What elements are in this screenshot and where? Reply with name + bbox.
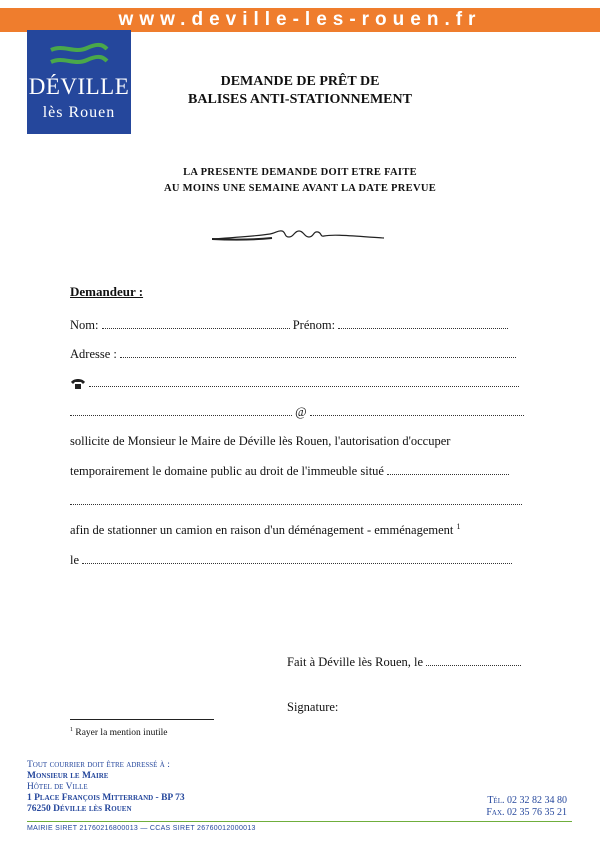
place-date-row xyxy=(287,655,521,670)
notice-line1: LA PRESENTE DEMANDE DOIT ETRE FAITE xyxy=(183,167,417,178)
email-at-sign: @ xyxy=(295,405,307,419)
address-recipient: Monsieur le Maire xyxy=(27,771,109,781)
footnote-text: Rayer la mention inutile xyxy=(75,728,168,739)
date-label: le xyxy=(70,553,80,567)
waves-icon xyxy=(49,40,109,70)
request-text-row2 xyxy=(70,464,525,479)
siret-line: MAIRIE SIRET 21760216800013 — CCAS SIRET 26760012000013 xyxy=(27,825,256,832)
prenom-label: Prénom: xyxy=(292,318,336,332)
building-location-field[interactable] xyxy=(387,464,509,475)
location-continuation-field[interactable] xyxy=(70,494,522,505)
website-url: www.deville-les-rouen.fr xyxy=(118,9,482,30)
phone-icon xyxy=(70,378,86,390)
location-continuation-row xyxy=(70,494,525,509)
footnote xyxy=(70,727,167,738)
fax-number: Fax. 02 35 76 35 21 xyxy=(486,807,567,818)
address-row xyxy=(70,347,525,362)
ornament-divider-icon xyxy=(212,228,384,244)
document-title-line1: DEMANDE DE PRÊT DE xyxy=(220,74,380,89)
footnote-number: 1 xyxy=(70,727,73,733)
place-label: Fait à Déville lès Rouen, le xyxy=(287,655,424,669)
footer-rule xyxy=(27,821,572,822)
email-row xyxy=(70,405,525,420)
logo-subtitle: lès Rouen xyxy=(42,104,116,121)
footnote-rule xyxy=(70,719,214,720)
section-demandeur: Demandeur : xyxy=(70,284,144,299)
document-title-line2: BALISES ANTI-STATIONNEMENT xyxy=(188,92,412,107)
address-building: Hôtel de Ville xyxy=(27,782,88,792)
request-text-line1: sollicite de Monsieur le Maire de Déville lès Rouen, l'autorisation d'occuper xyxy=(70,434,451,448)
request-text-row3 xyxy=(70,522,525,538)
adresse-label: Adresse : xyxy=(70,347,117,361)
footnote-reference: 1 xyxy=(456,522,461,531)
request-text-line3: afin de stationner un camion en raison d'un déménagement - emménagement xyxy=(70,523,454,538)
logo-name: DÉVILLE xyxy=(28,74,130,99)
address-city: 76250 Déville lès Rouen xyxy=(27,804,132,814)
nom-field[interactable] xyxy=(102,318,290,329)
prenom-field[interactable] xyxy=(338,318,508,329)
signature-label: Signature: xyxy=(287,700,339,714)
address-intro: Tout courrier doit être adressé à : xyxy=(27,760,170,770)
footer-contact xyxy=(486,795,567,819)
email-domain-field[interactable] xyxy=(310,405,525,416)
signature-date-field[interactable] xyxy=(426,655,521,666)
phone-row xyxy=(70,376,525,391)
email-user-field[interactable] xyxy=(70,405,292,416)
date-field[interactable] xyxy=(82,553,512,564)
name-row xyxy=(70,318,525,333)
nom-label: Nom: xyxy=(70,318,99,332)
footer-address xyxy=(27,760,185,815)
phone-field[interactable] xyxy=(89,376,519,387)
deville-logo xyxy=(27,30,131,134)
phone-number: Tél. 02 32 82 34 80 xyxy=(487,795,567,806)
request-text-line2: temporairement le domaine public au droit de l'immeuble situé xyxy=(70,464,384,478)
notice-line2: AU MOINS UNE SEMAINE AVANT LA DATE PREVUE xyxy=(163,183,437,194)
adresse-field[interactable] xyxy=(120,347,516,358)
date-row xyxy=(70,553,525,568)
address-street: 1 Place François Mitterrand - BP 73 xyxy=(27,793,185,803)
